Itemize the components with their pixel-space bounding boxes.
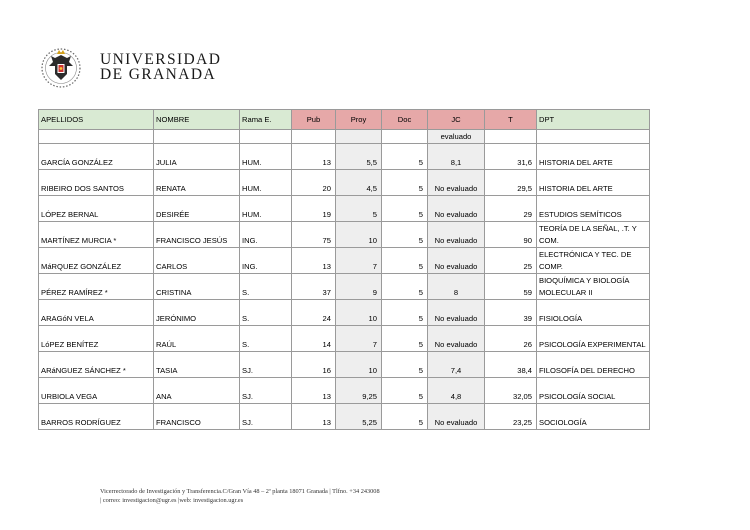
cell-doc: [382, 130, 428, 144]
cell-rama: HUM.: [240, 170, 292, 196]
cell-proy: 5,25: [336, 404, 382, 430]
cell-proy: 5,5: [336, 144, 382, 170]
cell-nombre: ANA: [154, 378, 240, 404]
cell-rama: [240, 130, 292, 144]
cell-dpt: ESTUDIOS SEMÍTICOS: [537, 196, 650, 222]
col-header-t: T: [485, 110, 537, 130]
cell-rama: HUM.: [240, 144, 292, 170]
cell-nombre: RENATA: [154, 170, 240, 196]
cell-jc: 8,1: [428, 144, 485, 170]
cell-doc: 5: [382, 196, 428, 222]
cell-nombre: TASIA: [154, 352, 240, 378]
cell-dpt: PSICOLOGÍA SOCIAL: [537, 378, 650, 404]
cell-rama: SJ.: [240, 352, 292, 378]
cell-apellidos: GARCÍA GONZÁLEZ: [39, 144, 154, 170]
cell-rama: S.: [240, 300, 292, 326]
cell-jc: evaluado: [428, 130, 485, 144]
cell-dpt: FILOSOFÍA DEL DERECHO: [537, 352, 650, 378]
cell-pub: 13: [292, 248, 336, 274]
col-header-nombre: NOMBRE: [154, 110, 240, 130]
cell-nombre: CARLOS: [154, 248, 240, 274]
candidates-table: [38, 109, 650, 430]
university-crest-logo: [38, 44, 96, 90]
cell-nombre: JERÓNIMO: [154, 300, 240, 326]
table-row: [39, 222, 650, 248]
cell-pub: 37: [292, 274, 336, 300]
col-header-rama: Rama E.: [240, 110, 292, 130]
cell-rama: SJ.: [240, 378, 292, 404]
cell-jc: No evaluado: [428, 326, 485, 352]
cell-apellidos: PÉREZ RAMÍREZ *: [39, 274, 154, 300]
col-header-dpt: DPT: [537, 110, 650, 130]
table-row: [39, 352, 650, 378]
table-row: [39, 378, 650, 404]
cell-dpt: SOCIOLOGÍA: [537, 404, 650, 430]
cell-pub: 13: [292, 144, 336, 170]
cell-proy: 7: [336, 326, 382, 352]
cell-nombre: RAÚL: [154, 326, 240, 352]
cell-t: 26: [485, 326, 537, 352]
cell-proy: [336, 130, 382, 144]
cell-t: 38,4: [485, 352, 537, 378]
table-row: [39, 300, 650, 326]
cell-nombre: FRANCISCO: [154, 404, 240, 430]
table-row: [39, 170, 650, 196]
cell-apellidos: LÓPEZ BERNAL: [39, 196, 154, 222]
cell-apellidos: MáRQUEZ GONZÁLEZ: [39, 248, 154, 274]
table-row: [39, 196, 650, 222]
cell-dpt: FISIOLOGÍA: [537, 300, 650, 326]
table-row: [39, 404, 650, 430]
cell-doc: 5: [382, 144, 428, 170]
cell-dpt: [537, 130, 650, 144]
cell-t: 59: [485, 274, 537, 300]
cell-pub: 20: [292, 170, 336, 196]
cell-t: 90: [485, 222, 537, 248]
cell-proy: 10: [336, 352, 382, 378]
col-header-proy: Proy: [336, 110, 382, 130]
cell-jc: No evaluado: [428, 300, 485, 326]
university-name: [100, 52, 221, 82]
cell-dpt: PSICOLOGÍA EXPERIMENTAL: [537, 326, 650, 352]
table-row: [39, 274, 650, 300]
cell-jc: No evaluado: [428, 170, 485, 196]
cell-doc: 5: [382, 222, 428, 248]
cell-t: 31,6: [485, 144, 537, 170]
cell-jc: 8: [428, 274, 485, 300]
university-name-line1: UNIVERSIDAD: [100, 51, 222, 68]
cell-jc: No evaluado: [428, 404, 485, 430]
cell-rama: ING.: [240, 248, 292, 274]
cell-nombre: JULIA: [154, 144, 240, 170]
cell-proy: 10: [336, 300, 382, 326]
table-row: [39, 130, 650, 144]
cell-nombre: FRANCISCO JESÚS: [154, 222, 240, 248]
col-header-apellidos: APELLIDOS: [39, 110, 154, 130]
cell-rama: HUM.: [240, 196, 292, 222]
cell-rama: ING.: [240, 222, 292, 248]
cell-pub: 13: [292, 378, 336, 404]
cell-apellidos: ARAGóN VELA: [39, 300, 154, 326]
cell-jc: 4,8: [428, 378, 485, 404]
cell-proy: 9: [336, 274, 382, 300]
footer-line2: | correo: investigacion@ugr.es |web: investigacion.ugr.es: [100, 496, 244, 504]
cell-dpt: HISTORIA DEL ARTE: [537, 144, 650, 170]
cell-doc: 5: [382, 248, 428, 274]
cell-t: 25: [485, 248, 537, 274]
cell-proy: 7: [336, 248, 382, 274]
col-header-pub: Pub: [292, 110, 336, 130]
table-row: [39, 248, 650, 274]
cell-jc: 7,4: [428, 352, 485, 378]
cell-rama: S.: [240, 326, 292, 352]
cell-apellidos: [39, 130, 154, 144]
cell-apellidos: LóPEZ BENÍTEZ: [39, 326, 154, 352]
cell-apellidos: RIBEIRO DOS SANTOS: [39, 170, 154, 196]
cell-rama: S.: [240, 274, 292, 300]
table-row: [39, 326, 650, 352]
cell-doc: 5: [382, 274, 428, 300]
cell-jc: No evaluado: [428, 196, 485, 222]
cell-pub: 19: [292, 196, 336, 222]
cell-apellidos: URBIOLA VEGA: [39, 378, 154, 404]
cell-apellidos: BARROS RODRÍGUEZ: [39, 404, 154, 430]
cell-rama: SJ.: [240, 404, 292, 430]
cell-doc: 5: [382, 352, 428, 378]
footer-line1: Vicerrectorado de Investigación y Transferencia.C/Gran Vía 48 – 2ª planta 18071 Granada | Tlfno. +34 243008: [100, 488, 380, 495]
cell-pub: 13: [292, 404, 336, 430]
cell-doc: 5: [382, 300, 428, 326]
cell-pub: 24: [292, 300, 336, 326]
footer-contact: [100, 488, 380, 505]
col-header-doc: Doc: [382, 110, 428, 130]
cell-doc: 5: [382, 170, 428, 196]
cell-jc: No evaluado: [428, 222, 485, 248]
table-row: [39, 144, 650, 170]
table-header-row: [39, 110, 650, 130]
cell-doc: 5: [382, 404, 428, 430]
cell-t: 29,5: [485, 170, 537, 196]
cell-pub: 75: [292, 222, 336, 248]
col-header-jc: JC: [428, 110, 485, 130]
cell-proy: 5: [336, 196, 382, 222]
cell-proy: 4,5: [336, 170, 382, 196]
cell-dpt: TEORÍA DE LA SEÑAL, .T. Y COM.: [537, 222, 650, 248]
cell-apellidos: MARTÍNEZ MURCIA *: [39, 222, 154, 248]
cell-doc: 5: [382, 326, 428, 352]
cell-nombre: CRISTINA: [154, 274, 240, 300]
cell-pub: 16: [292, 352, 336, 378]
cell-dpt: ELECTRÓNICA Y TEC. DE COMP.: [537, 248, 650, 274]
cell-t: [485, 130, 537, 144]
cell-t: 32,05: [485, 378, 537, 404]
cell-proy: 10: [336, 222, 382, 248]
cell-pub: 14: [292, 326, 336, 352]
cell-nombre: DESIRÉE: [154, 196, 240, 222]
cell-t: 29: [485, 196, 537, 222]
cell-t: 23,25: [485, 404, 537, 430]
cell-nombre: [154, 130, 240, 144]
cell-dpt: BIOQUÍMICA Y BIOLOGÍA MOLECULAR II: [537, 274, 650, 300]
cell-proy: 9,25: [336, 378, 382, 404]
cell-t: 39: [485, 300, 537, 326]
cell-apellidos: ARáNGUEZ SÁNCHEZ *: [39, 352, 154, 378]
cell-dpt: HISTORIA DEL ARTE: [537, 170, 650, 196]
cell-jc: No evaluado: [428, 248, 485, 274]
university-name-line2: DE GRANADA: [100, 66, 217, 83]
cell-doc: 5: [382, 378, 428, 404]
cell-pub: [292, 130, 336, 144]
